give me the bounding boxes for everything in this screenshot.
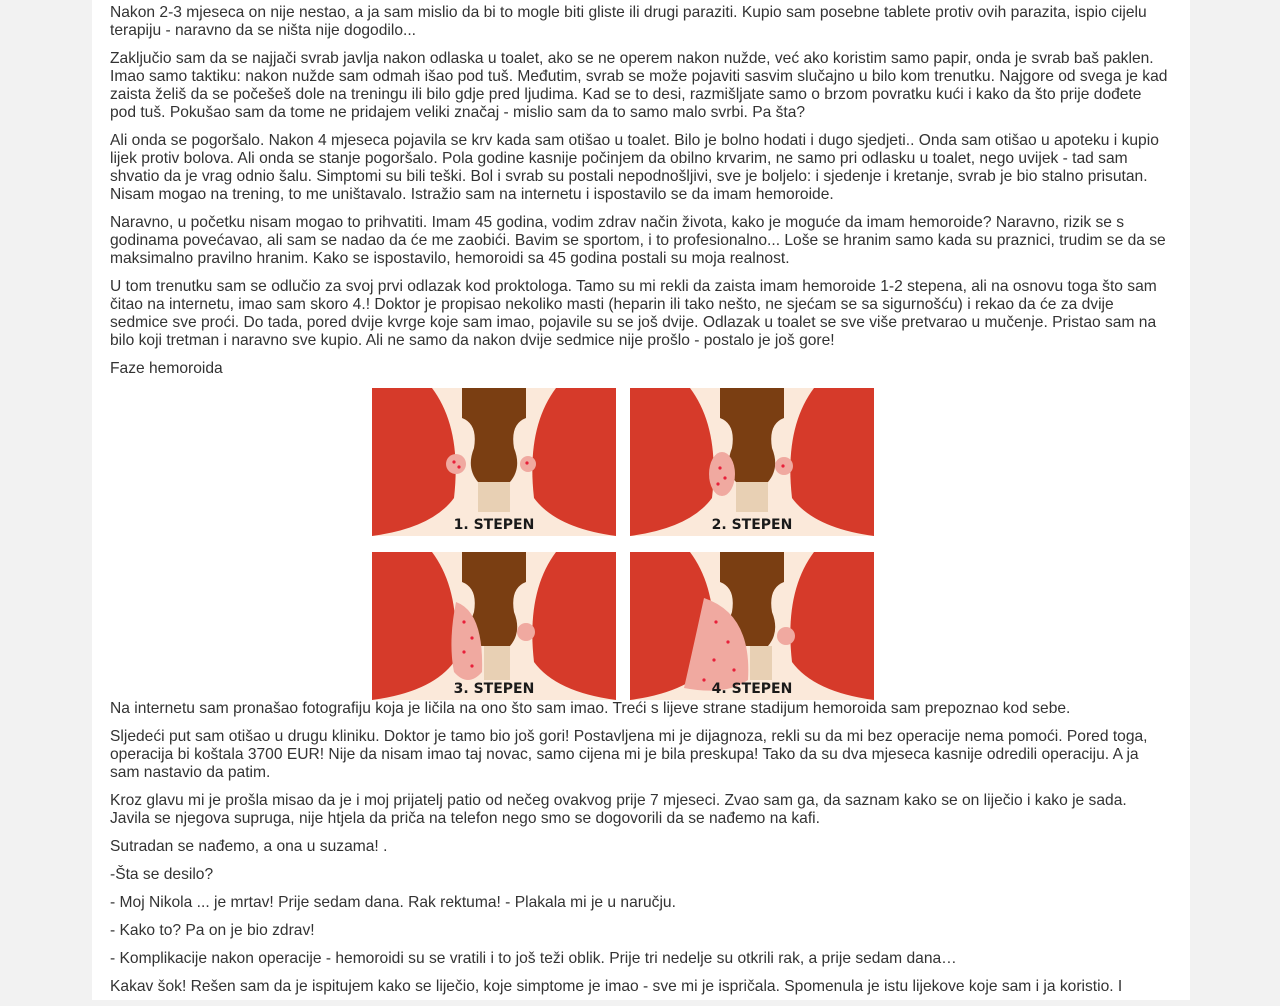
paragraph: - Kako to? Pa on je bio zdrav! bbox=[110, 922, 315, 939]
stage-label: 3. STEPEN bbox=[453, 681, 535, 697]
stage-illustration-3 bbox=[372, 552, 616, 700]
paragraph: Naravno, u početku nisam mogao to prihvatiti. Imam 45 godina, vodim zdrav način života, kako je moguće da imam hemoroide? Naravno, rizik se s godinama povećavao, ali sam se nadao da će me zaobići. Bavim se sportom, i to profesionalno... Loše se hranim samo kada su praznici, trudim se da se maksimalno pravilno hranim. Kako se ispostavilo, hemoroidi sa 45 godina postali su moja realnost. bbox=[110, 214, 1166, 267]
stage-label: 2. STEPEN bbox=[711, 517, 793, 533]
paragraph: Sljedeći put sam otišao u drugu kliniku. Doktor je tamo bio još gori! Postavljena mi je dijagnoza, rekli su da mi bez operacije nema pomoći. Pored toga, operacija bi koštala 3700 EUR! Nije da nisam imao taj novac, samo cijena mi je bila preskupa! Tako da su dva mjeseca kasnije odredili operaciju. A ja sam nastavio da patim. bbox=[110, 728, 1148, 781]
paragraph: Ali onda se pogoršalo. Nakon 4 mjeseca pojavila se krv kada sam otišao u toalet. Bilo je bolno hodati i dugo sjedjeti.. Onda sam otišao u apoteku i kupio lijek protiv bolova. Ali onda se stanje pogoršalo. Pola godine kasnije počinjem da obilno krvarim, ne samo pri odlasku u toalet, nego uvijek - tad sam shvatio da je vrag odnio šalu. Simptomi su bili teški. Bol i svrab su postali nepodnošljivi, sve je boljelo: i sjedenje i kretanje, svrab je bio stalno prisutan. Nisam mogao na trening, to me uništavalo. Istražio sam na internetu i ispostavilo se da imam hemoroide. bbox=[110, 132, 1159, 203]
paragraph: -Šta se desilo? bbox=[110, 866, 214, 883]
page-background bbox=[92, 0, 1190, 1000]
paragraph: - Komplikacije nakon operacije - hemoroidi su se vratili i to još teži oblik. Prije tri nedelje su otkrili rak, a prije sedam dana… bbox=[110, 950, 957, 967]
paragraph: U tom trenutku sam se odlučio za svoj prvi odlazak kod proktologa. Tamo su mi rekli da zaista imam hemoroide 1-2 stepena, ali na osnovu toga što sam čitao na internetu, imao sam skoro 4.! Doktor je propisao nekoliko masti (heparin ili tako nešto, ne sjećam se sa sigurnošću) i rekao da će za dvije sedmice sve proći. Do tada, pored dvije kvrge koje sam imao, pojavile su se još dvije. Odlazak u toalet se sve više pretvarao u mučenje. Pristao sam na bilo koji tretman i naravno sve kupio. Ali ne samo da nakon dvije sedmice nije prošlo - postalo je još gore! bbox=[110, 278, 1157, 349]
article-body bbox=[110, 4, 1170, 1006]
stage-panel-4 bbox=[630, 552, 874, 700]
stage-label: 1. STEPEN bbox=[453, 517, 535, 533]
hemorrhoid-stages-image bbox=[372, 388, 874, 700]
paragraph: Zaključio sam da se najjači svrab javlja nakon odlaska u toalet, ako se ne operem nakon nužde, već ako koristim samo papir, onda je svrab baš paklen. Imao samo taktiku: nakon nužde sam odmah išao pod tuš. Međutim, svrab se može pojaviti sasvim slučajno u bilo kom trenutku. Najgore od svega je kad zaista želiš da se počešeš dole na treningu ili bilo gdje pred ljudima. Kad se to desi, razmišljate samo o brzom povratku kući i kako da što prije dođete pod tuš. Pokušao sam da tome ne pridajem veliki značaj - mislio sam da to samo malo svrbi. Pa šta? bbox=[110, 50, 1168, 121]
stage-panel-2 bbox=[630, 388, 874, 536]
stage-illustration-2 bbox=[630, 388, 874, 536]
paragraph: Sutradan se nađemo, a ona u suzama! . bbox=[110, 838, 388, 855]
paragraph: Na internetu sam pronašao fotografiju koja je ličila na ono što sam imao. Treći s lijeve strane stadijum hemoroida sam prepoznao kod sebe. bbox=[110, 700, 1071, 717]
paragraph-cut-off: Kakav šok! Rešen sam da je ispitujem kako se liječio, koje simptome je imao - sve mi je ispričala. Spomenula je istu lijekove koje sam i ja koristio. I bbox=[110, 978, 1123, 995]
stage-illustration-4 bbox=[630, 552, 874, 700]
figure-caption: Faze hemoroida bbox=[110, 360, 223, 377]
stage-panel-3 bbox=[372, 552, 616, 700]
stage-panel-1 bbox=[372, 388, 616, 536]
stage-label: 4. STEPEN bbox=[711, 681, 793, 697]
paragraph: - Moj Nikola ... je mrtav! Prije sedam dana. Rak rektuma! - Plakala mi je u naručju. bbox=[110, 894, 676, 911]
paragraph: Nakon 2-3 mjeseca on nije nestao, a ja sam mislio da bi to mogle biti gliste ili drugi paraziti. Kupio sam posebne tablete protiv ovih parazita, ispio cijelu terapiju - naravno da se ništa nije dogodilo... bbox=[110, 4, 1147, 39]
stage-illustration-1 bbox=[372, 388, 616, 536]
paragraph: Kroz glavu mi je prošla misao da je i moj prijatelj patio od nečeg ovakvog prije 7 mjeseci. Zvao sam ga, da saznam kako se on liječio i kako je sada. Javila se njegova supruga, nije htjela da priča na telefon nego smo se dogovorili da se nađemo na kafi. bbox=[110, 792, 1127, 827]
